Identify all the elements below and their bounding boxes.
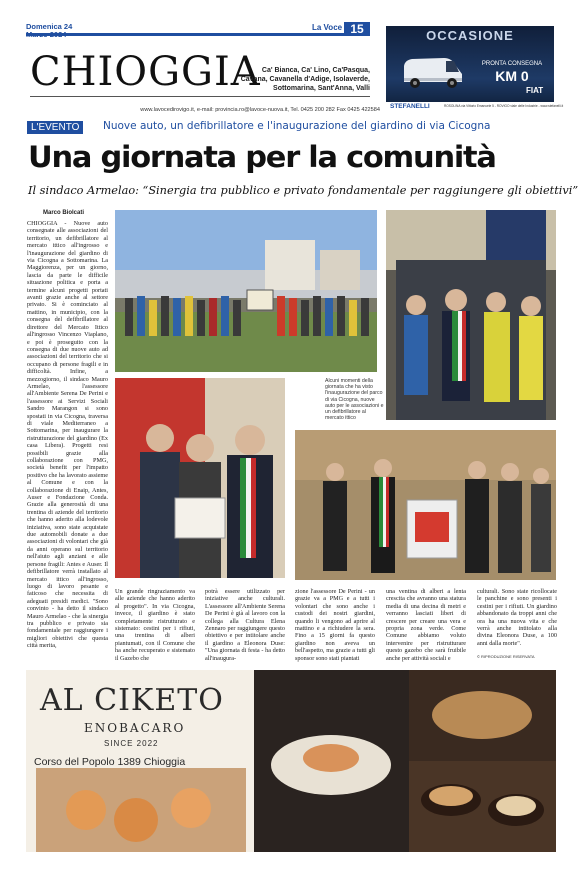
ad-address: Corso del Popolo 1389 Chioggia (34, 756, 186, 768)
deck: Il sindaco Armelao: “Sinergia tra pubblico e privato fondamentale per raggiungere gli obiettivi” (28, 184, 579, 197)
localities-list (210, 66, 370, 93)
ad-fiat[interactable] (386, 26, 564, 114)
date-day: Domenica 24 (26, 22, 73, 31)
article-column: culturali. Sono state ricollocate le panchine e sono presenti i cestini per i rifiuti. Un giardino abbandonato da troppi anni che ora ha una nuova vita e che verrà anche intitolato alla divina Eleonora Duse, a 100 anni dalla morte". (477, 588, 557, 647)
mayor-group-photo (386, 210, 556, 420)
article-column: zione l'assessore De Perini - un grazie va a PMG e a tutti i volontari che sono anche i custodi dei nostri giardini, quando li vengono ad aprire al mattino e a richiudere la sera. Fino a 15 giorni fa questo giardino non aveva un bell'aspetto, ma grazie a tutti gli sponsor sono stati piantati (295, 588, 375, 662)
localities-line: Sottomarina, Sant'Anna, Valli (273, 85, 370, 92)
certificate-photo (115, 378, 285, 578)
garden-group-photo (115, 210, 377, 372)
copyright: © RIPRODUZIONE RISERVATA (477, 654, 535, 659)
kicker-text: Nuove auto, un defibrillatore e l'inaugurazione del giardino di via Cicogna (103, 120, 491, 132)
ad-km: KM 0 (495, 68, 529, 84)
article-column: una ventina di alberi a lenta crescita che avranno una statura media di una decina di metri e verranno lasciati liberi di crescere per creare una vera e propria zona verde. Come Comune abbiamo voluto intervenire per ristrutturare questo gazebo che sarà fruibile anche per attività sociali e (386, 588, 466, 662)
ad-restaurant-sub: ENOBACARO (84, 721, 186, 735)
byline: Marco Biolcati (43, 210, 85, 216)
defibrillator-photo (295, 430, 556, 580)
ad-brand: FIAT (526, 86, 544, 95)
page-number: 15 (344, 22, 370, 36)
paper-name: La Voce (312, 23, 343, 32)
section-city-title: CHIOGGIA (30, 49, 261, 95)
ad-title: OCCASIONE (426, 28, 514, 43)
article-column: CHIOGGIA - Nuove auto consegnate alle associazioni del territorio, un defibrillatore al mercato ittico all'ingrosso e l'inaugurazione del giardino di via Cicogna a Sottomarina. La Maggiorenza, per un giorno, lascia da parte le difficile situazione politica e porta a termine alcuni progetti portati avanti grazie anche al settore privato. Si è cominciato al mattino, in municipio, con la consegna del defibrillatore al direttore del Mercato Ittico all'ingrosso Vincenzo Viaplano, e poi è proseguito con la consegna di due nuove auto ad associazioni del territorio che si occupano di persone fragili e in difficoltà. Infine, a mezzogiorno, il sindaco Mauro Armelao, l'assessore all'Ambiente Serena De Perini e l'assessore ai Servizi Sociali Sandro Marangon si sono spostati in via Cicogna, traversa di viale Mediterraneo a Sottomarina, per inaugurare la ristrutturazione del giardino (Ex casa Libera). Progetti resi possibili grazie alla collaborazione con PMG, società benefit per l'impatto positivo che ha lavorato assieme al Comune e con la collaborazione di Enaip, Antes, Auser e Fondazione Conda. Grazie alla generosità di una trentina di aziende del territorio che hanno aderito alla lodevole iniziativa, sono state acquistate due automobili donate a due associazioni di volontari che già da anni operano sul territorio nell'aiuto agli anziani e alle persone fragili: Antes e Auser. Il defibrillatore verrà installato al mercato ittico all'ingrosso, luogo di lavoro pesante e faticoso che necessita di adeguati presidi medici. "Sono convinto - ha detto il sindaco Mauro Armelao - che la sinergia tra pubblico e privato sia fondamentale per raggiungere i migliori obiettivi che questa città merita, (27, 220, 108, 650)
ad-subtitle: PRONTA CONSEGNA (481, 61, 543, 67)
ad-restaurant-name: AL CIKETO (40, 683, 224, 718)
ad-dealer-info: ROSOLINA via Vittorio Emanuele 5 - ROVIGO viale delle Industrie - www.stefanelli.it (444, 104, 564, 108)
localities-line: Ca' Bianca, Ca' Lino, Ca'Pasqua, (261, 67, 370, 74)
ad-dealer-name: STEFANELLI (390, 103, 430, 110)
kicker-label: L'EVENTO (27, 121, 83, 134)
photo-caption: Alcuni momenti della giornata che ha visto l'inaugurazione del parco di via Cicogna, nuove auto per le associazioni e un defibrillatore al mercato ittico (325, 378, 384, 422)
header-rule (26, 33, 370, 36)
section-divider (30, 96, 370, 97)
ad-since: SINCE 2022 (104, 739, 159, 748)
headline: Una giornata per la comunità (28, 140, 496, 174)
localities-line: Cavana, Cavanella d'Adige, Isolaverde, (240, 76, 370, 83)
article-column: Un grande ringraziamento va alle aziende che hanno aderito al progetto". In via Cicogna, invece, il giardino è stato completamente ristrutturato e sistemato: cestini per i rifiuti, una trentina di alberi piantumati, con il Comune che ha anche recuperato e sistemato il Gazebo che (115, 588, 195, 662)
date-tag (26, 23, 98, 39)
van-image (400, 52, 466, 92)
article-column: potrà essere utilizzato per iniziative anche culturali. L'assessore all'Ambiente Serena De Perini è già al lavoro con la collega alla Cultura Elena Zennaro per raggiungere questo obiettivo e per intitolare anche il giardino a Eleonora Duse: "Una giornata di festa - ha detto all'inaugura- (205, 588, 285, 662)
contacts-line: www.lavocedirovigo.it, e-mail: provincia.ro@lavoce-nuova.it, Tel. 0425 200 282 Fax 0425 422584 (140, 107, 380, 113)
